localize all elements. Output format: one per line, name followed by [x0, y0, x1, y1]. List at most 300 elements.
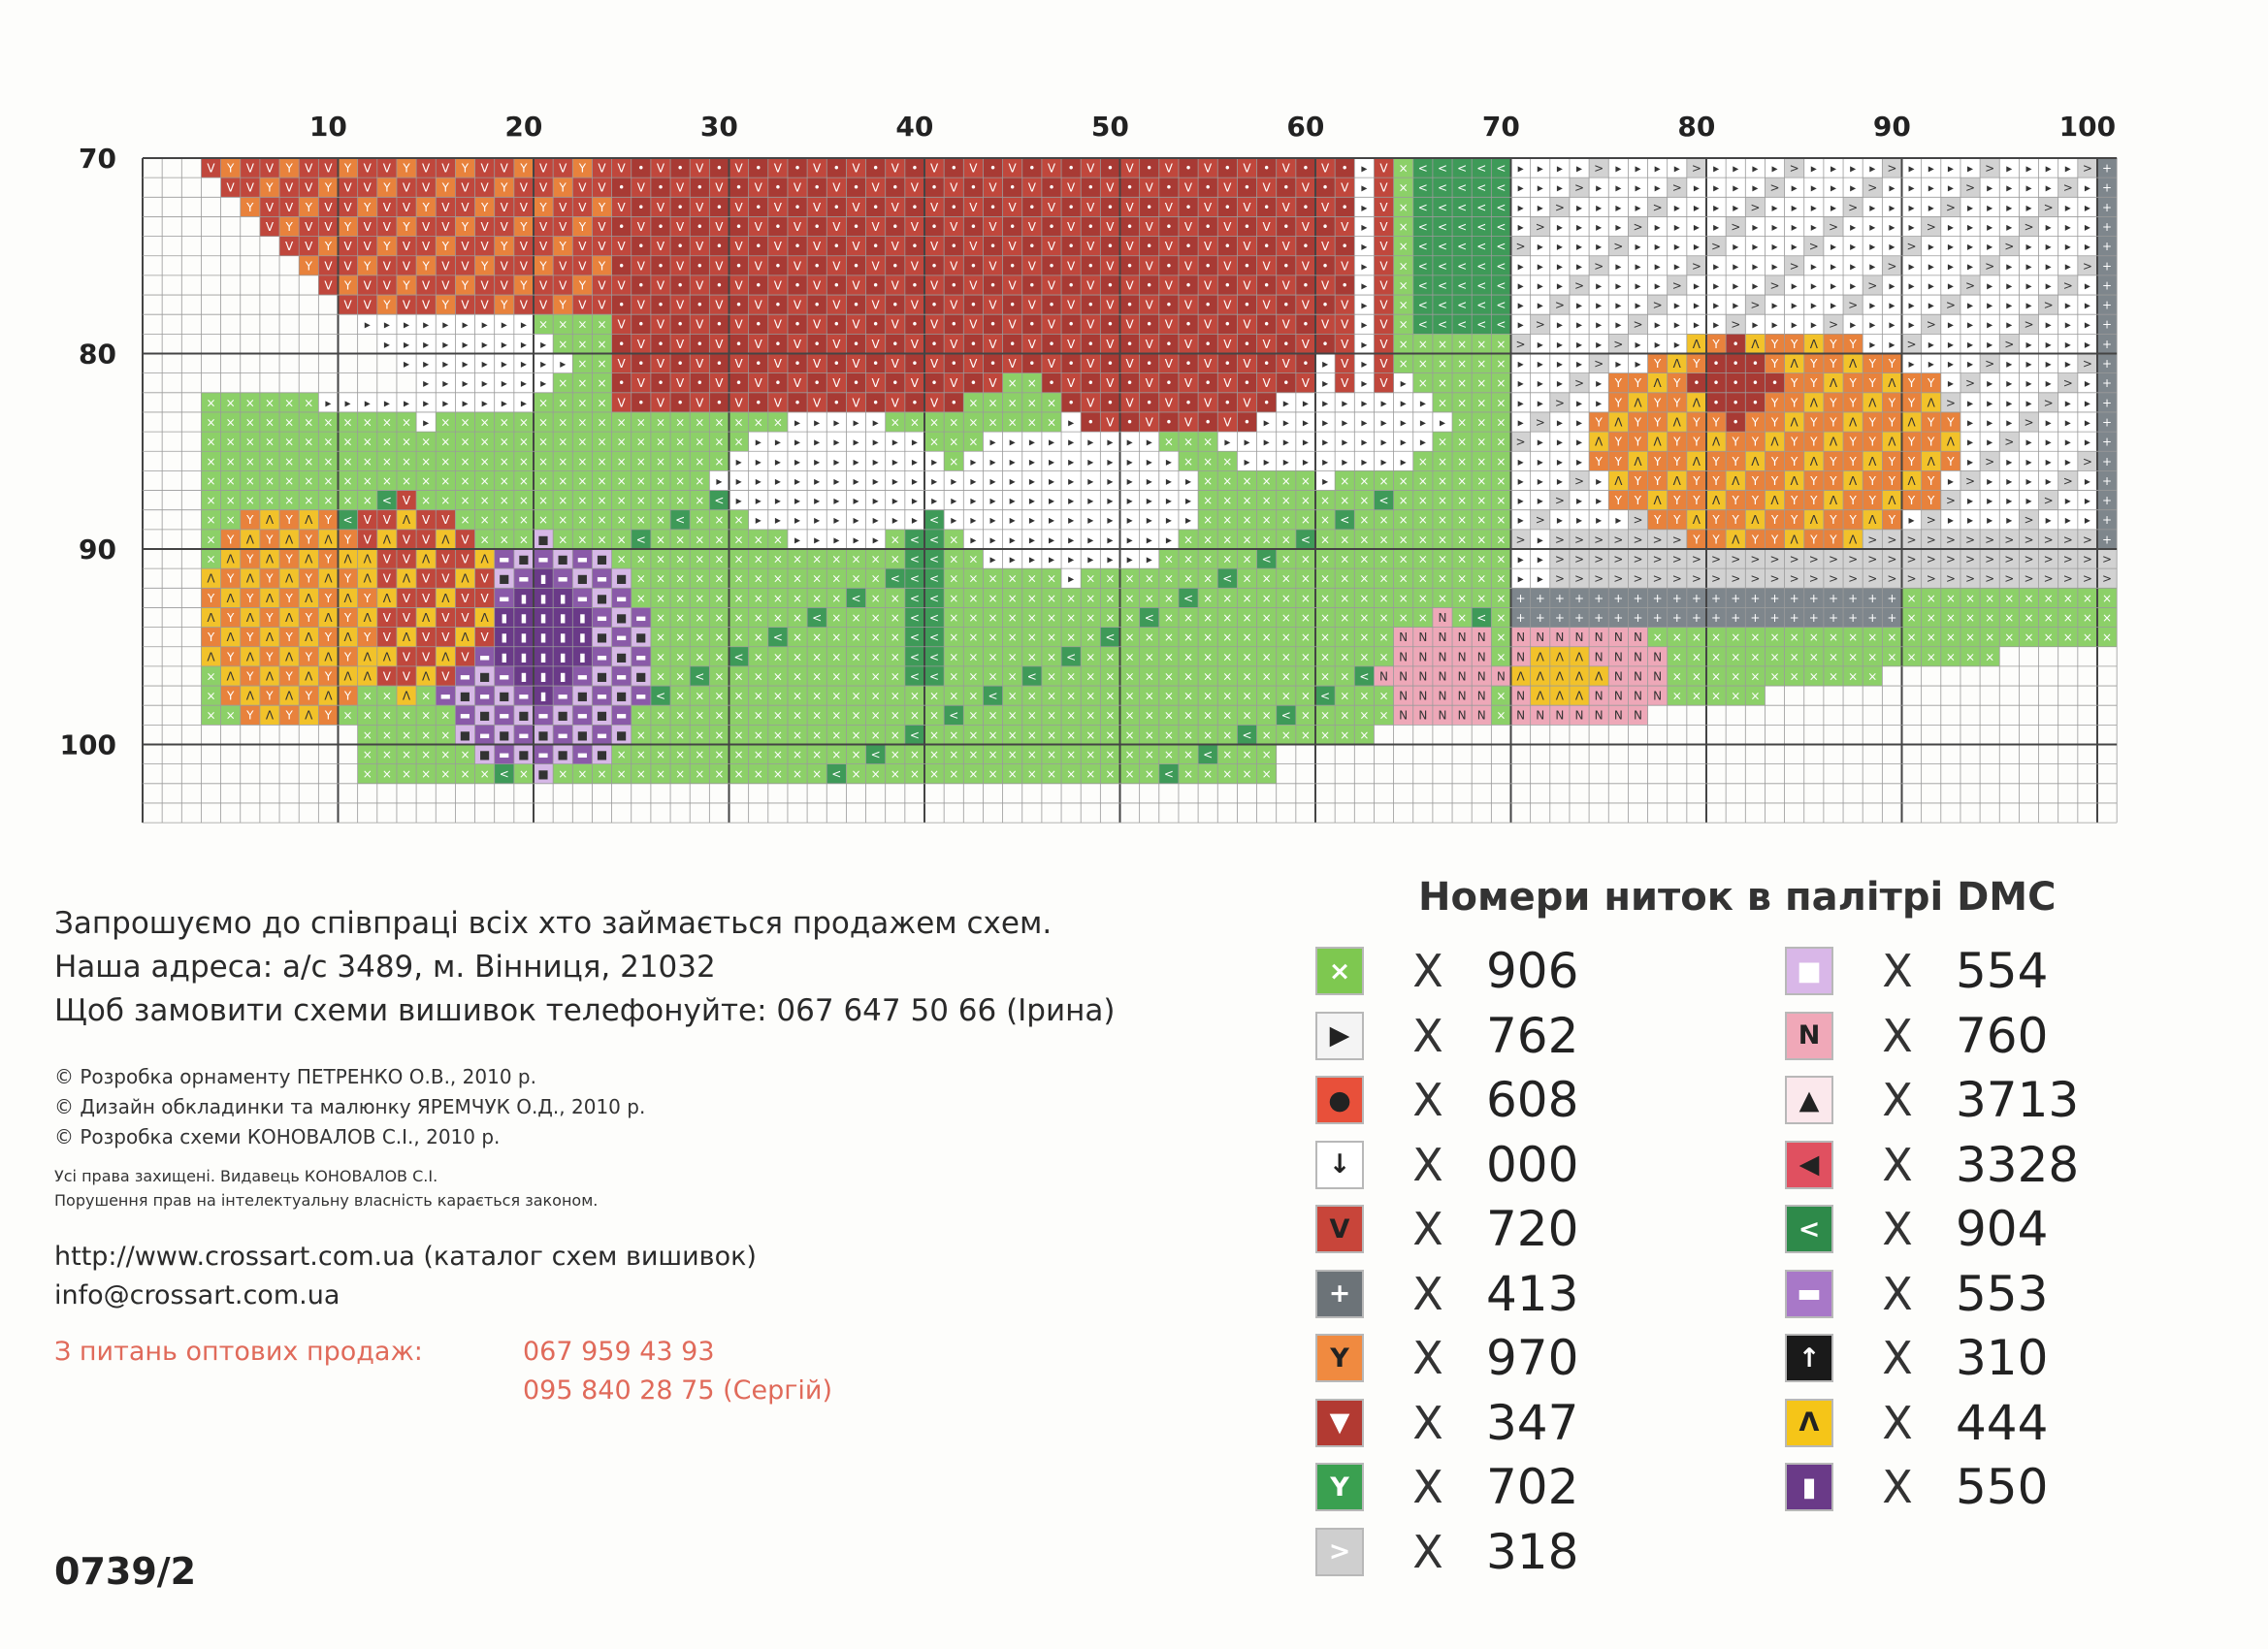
stitch-symbol: • [637, 162, 644, 176]
stitch-symbol: ▸ [1948, 240, 1954, 253]
stitch-symbol: × [1262, 630, 1272, 644]
stitch-symbol: Y [1711, 533, 1720, 546]
stitch-symbol: × [1457, 592, 1467, 605]
stitch-symbol: × [695, 455, 704, 469]
stitch-symbol: ▸ [1029, 513, 1035, 527]
stitch-symbol: × [597, 357, 606, 371]
stitch-symbol: × [675, 455, 685, 469]
stitch-symbol: V [441, 669, 450, 683]
stitch-symbol: < [1438, 318, 1447, 332]
stitch-symbol: × [1125, 630, 1135, 644]
stitch-symbol: < [1457, 220, 1467, 234]
stitch-symbol: • [1068, 396, 1075, 409]
stitch-symbol: Y [1692, 494, 1701, 507]
stitch-symbol: V [852, 201, 860, 214]
stitch-symbol: Y [1927, 376, 1935, 390]
stitch-symbol: ▸ [1869, 162, 1875, 176]
stitch-symbol: • [1087, 220, 1094, 234]
stitch-symbol: > [1672, 278, 1682, 292]
stitch-symbol: N [1536, 630, 1544, 644]
stitch-symbol: < [1496, 220, 1506, 234]
stitch-symbol: • [735, 299, 742, 312]
stitch-symbol: V [715, 338, 724, 351]
stitch-symbol: ▸ [1674, 318, 1680, 332]
stitch-symbol: × [440, 436, 450, 449]
stitch-symbol: > [1750, 553, 1760, 566]
stitch-symbol: × [831, 630, 841, 644]
stitch-symbol: ▸ [1538, 181, 1543, 195]
stitch-symbol: < [1418, 278, 1428, 292]
stitch-symbol: × [558, 455, 567, 469]
stitch-symbol: × [1418, 376, 1428, 390]
stitch-symbol: ▸ [1694, 278, 1700, 292]
stitch-symbol: × [558, 474, 567, 488]
stitch-symbol: × [1164, 553, 1174, 566]
stitch-symbol: V [324, 278, 333, 292]
stitch-symbol: × [734, 415, 744, 429]
stitch-symbol: • [1048, 299, 1054, 312]
stitch-symbol: V [1263, 259, 1272, 273]
stitch-symbol: ▸ [1107, 494, 1113, 507]
stitch-symbol: × [1399, 220, 1409, 234]
stitch-symbol: × [754, 572, 763, 586]
stitch-symbol: V [481, 299, 490, 312]
stitch-symbol: V [1125, 201, 1134, 214]
stitch-symbol: Y [402, 162, 410, 176]
stitch-symbol: ▸ [2025, 278, 2031, 292]
stitch-symbol: × [421, 494, 431, 507]
stitch-symbol: ▸ [1147, 436, 1152, 449]
stitch-symbol: ▸ [1928, 299, 1934, 312]
stitch-symbol: ▸ [1713, 181, 1719, 195]
stitch-symbol: > [1965, 572, 1975, 586]
stitch-symbol: × [773, 415, 783, 429]
stitch-symbol: × [1399, 513, 1409, 527]
stitch-symbol: ▸ [1635, 259, 1640, 273]
stitch-symbol: < [773, 630, 783, 644]
stitch-symbol: ▸ [1792, 318, 1798, 332]
stitch-symbol: × [656, 513, 665, 527]
stitch-symbol: V [969, 318, 978, 332]
stitch-symbol: Y [1848, 494, 1857, 507]
stitch-symbol: ▸ [2025, 259, 2031, 273]
stitch-symbol: ▸ [1635, 338, 1640, 351]
stitch-symbol: × [1164, 630, 1174, 644]
stitch-symbol: Y [559, 240, 567, 253]
stitch-symbol: > [1790, 553, 1799, 566]
stitch-symbol: Λ [1791, 415, 1799, 429]
stitch-symbol: × [206, 415, 215, 429]
stitch-symbol: ▸ [2085, 494, 2090, 507]
stitch-symbol: ▸ [1283, 396, 1289, 409]
stitch-symbol: V [461, 650, 470, 663]
stitch-symbol: V [657, 201, 665, 214]
stitch-symbol: • [637, 318, 644, 332]
stitch-symbol: < [1496, 299, 1506, 312]
stitch-symbol: Y [1809, 436, 1818, 449]
stitch-symbol: V [383, 162, 392, 176]
stitch-symbol: ▸ [1694, 201, 1700, 214]
stitch-symbol: Y [1868, 376, 1877, 390]
stitch-symbol: × [949, 553, 958, 566]
stitch-symbol: ▸ [1107, 436, 1113, 449]
stitch-symbol: V [578, 181, 587, 195]
stitch-symbol: V [481, 592, 490, 605]
stitch-symbol: V [852, 318, 860, 332]
stitch-symbol: V [794, 299, 802, 312]
stitch-symbol: V [774, 162, 783, 176]
stitch-symbol: > [1887, 572, 1896, 586]
stitch-symbol: > [1731, 318, 1740, 332]
stitch-symbol: V [285, 181, 294, 195]
stitch-symbol: < [1145, 611, 1154, 625]
stitch-symbol: N [1477, 630, 1486, 644]
stitch-symbol: ■ [518, 553, 529, 566]
stitch-symbol: Λ [1634, 396, 1642, 409]
stitch-symbol: + [2102, 240, 2112, 253]
stitch-symbol: ▸ [1987, 513, 1993, 527]
stitch-symbol: • [814, 181, 821, 195]
stitch-symbol: × [1085, 630, 1095, 644]
stitch-symbol: V [1263, 181, 1272, 195]
stitch-symbol: × [206, 513, 215, 527]
stitch-symbol: × [734, 436, 744, 449]
stitch-symbol: • [1028, 278, 1035, 292]
stitch-symbol: × [675, 553, 685, 566]
stitch-symbol: ▸ [442, 318, 448, 332]
stitch-symbol: Y [1946, 455, 1955, 469]
stitch-symbol: V [1321, 318, 1330, 332]
stitch-symbol: × [695, 533, 704, 546]
stitch-symbol: V [1243, 357, 1251, 371]
stitch-symbol: • [1244, 220, 1250, 234]
stitch-symbol: ▸ [1987, 201, 1993, 214]
stitch-symbol: V [1321, 278, 1330, 292]
stitch-symbol: ▸ [2046, 278, 2052, 292]
stitch-symbol: ▸ [2065, 494, 2071, 507]
stitch-symbol: × [343, 455, 353, 469]
stitch-symbol: × [949, 592, 958, 605]
stitch-symbol: × [851, 630, 860, 644]
stitch-symbol: Λ [403, 513, 411, 527]
stitch-symbol: ▸ [1596, 338, 1602, 351]
stitch-symbol: × [1320, 533, 1330, 546]
stitch-symbol: Λ [1751, 338, 1760, 351]
stitch-symbol: ▸ [1948, 162, 1954, 176]
stitch-symbol: ▸ [1850, 240, 1856, 253]
stitch-symbol: ▸ [404, 357, 409, 371]
stitch-symbol: V [1223, 376, 1232, 390]
stitch-symbol: V [1204, 396, 1213, 409]
stitch-symbol: ▸ [1615, 513, 1621, 527]
stitch-symbol: × [1320, 553, 1330, 566]
stitch-symbol: ▸ [1869, 338, 1875, 351]
stitch-symbol: × [1008, 415, 1018, 429]
stitch-symbol: • [891, 259, 898, 273]
stitch-symbol: > [1829, 220, 1838, 234]
stitch-symbol: × [1359, 513, 1369, 527]
stitch-symbol: × [2024, 611, 2033, 625]
stitch-symbol: > [1848, 572, 1858, 586]
stitch-symbol: Λ [1888, 436, 1896, 449]
stitch-symbol: ■ [635, 669, 646, 683]
stitch-symbol: × [460, 513, 470, 527]
stitch-symbol: ▸ [1772, 220, 1778, 234]
stitch-symbol: > [1867, 533, 1877, 546]
stitch-symbol: × [538, 396, 548, 409]
stitch-symbol: > [1653, 299, 1663, 312]
stitch-symbol: V [930, 357, 939, 371]
stitch-symbol: • [774, 259, 781, 273]
stitch-symbol: ▸ [1928, 240, 1934, 253]
stitch-symbol: Y [1888, 396, 1896, 409]
stitch-symbol: V [891, 201, 900, 214]
stitch-symbol: > [2024, 513, 2033, 527]
stitch-symbol: Λ [1810, 513, 1819, 527]
stitch-symbol: × [1164, 592, 1174, 605]
stitch-symbol: ▸ [1049, 533, 1054, 546]
stitch-symbol: ▸ [462, 338, 468, 351]
stitch-symbol: V [1048, 278, 1056, 292]
stitch-symbol: • [637, 396, 644, 409]
stitch-symbol: ▸ [1967, 162, 1973, 176]
stitch-symbol: • [618, 376, 625, 390]
stitch-symbol: V [1067, 181, 1076, 195]
stitch-symbol: + [1731, 592, 1740, 605]
stitch-symbol: V [1086, 396, 1095, 409]
stitch-symbol: V [1379, 376, 1388, 390]
stitch-symbol: Y [519, 220, 528, 234]
stitch-symbol: • [618, 338, 625, 351]
stitch-symbol: V [618, 318, 627, 332]
stitch-symbol: ▸ [1772, 299, 1778, 312]
stitch-symbol: ▸ [1401, 415, 1407, 429]
stitch-symbol: Λ [1830, 494, 1838, 507]
stitch-symbol: Λ [207, 572, 215, 586]
stitch-symbol: • [735, 338, 742, 351]
stitch-symbol: ■ [597, 669, 607, 683]
stitch-symbol: × [1301, 494, 1311, 507]
stitch-symbol: ▸ [794, 513, 800, 527]
stitch-symbol: • [657, 220, 664, 234]
stitch-symbol: × [675, 650, 685, 663]
stitch-symbol: < [929, 513, 939, 527]
stitch-symbol: Y [1692, 436, 1701, 449]
stitch-symbol: × [1496, 415, 1506, 429]
stitch-symbol: V [1204, 162, 1213, 176]
stitch-symbol: V [1243, 162, 1251, 176]
stitch-symbol: Λ [1654, 436, 1663, 449]
stitch-symbol: V [343, 259, 352, 273]
stitch-symbol: > [1927, 220, 1936, 234]
stitch-symbol: ▸ [1889, 181, 1895, 195]
stitch-symbol: × [577, 396, 587, 409]
stitch-symbol: • [872, 240, 879, 253]
stitch-symbol: ▸ [1068, 455, 1074, 469]
stitch-symbol: × [1418, 592, 1428, 605]
stitch-symbol: Λ [1654, 494, 1663, 507]
stitch-symbol: × [304, 415, 313, 429]
stitch-symbol: V [1125, 318, 1134, 332]
stitch-symbol: × [1750, 650, 1760, 663]
stitch-symbol: ▸ [1772, 318, 1778, 332]
stitch-symbol: V [950, 376, 958, 390]
stitch-symbol: + [1790, 611, 1799, 625]
stitch-symbol: Y [1888, 415, 1896, 429]
stitch-symbol: × [363, 455, 373, 469]
stitch-symbol: ▸ [1733, 201, 1738, 214]
stitch-symbol: ▸ [404, 318, 409, 332]
stitch-symbol: ▸ [1166, 513, 1172, 527]
stitch-symbol: × [538, 513, 548, 527]
stitch-symbol: • [755, 201, 761, 214]
stitch-symbol: V [969, 162, 978, 176]
stitch-symbol: > [1985, 572, 1994, 586]
stitch-symbol: × [1457, 436, 1467, 449]
stitch-symbol: ▸ [1107, 474, 1113, 488]
stitch-symbol: ▸ [1772, 162, 1778, 176]
stitch-symbol: V [285, 201, 294, 214]
stitch-symbol: • [853, 299, 859, 312]
stitch-symbol: × [1164, 650, 1174, 663]
stitch-symbol: < [910, 572, 920, 586]
stitch-symbol: ▸ [912, 474, 918, 488]
stitch-symbol: Y [382, 240, 391, 253]
stitch-symbol: V [403, 553, 411, 566]
stitch-symbol: N [1458, 630, 1467, 644]
stitch-symbol: × [1946, 650, 1956, 663]
stitch-symbol: < [343, 513, 353, 527]
stitch-symbol: ▸ [1381, 415, 1387, 429]
stitch-symbol: × [636, 474, 646, 488]
stitch-symbol: V [324, 259, 333, 273]
stitch-symbol: V [598, 278, 606, 292]
stitch-symbol: × [1262, 592, 1272, 605]
stitch-symbol: V [578, 201, 587, 214]
stitch-symbol: × [323, 494, 333, 507]
stitch-symbol: × [1418, 553, 1428, 566]
stitch-symbol: V [1223, 181, 1232, 195]
stitch-symbol: × [1672, 650, 1682, 663]
stitch-symbol: × [1222, 513, 1232, 527]
stitch-symbol: ▸ [1361, 396, 1367, 409]
stitch-symbol: ▸ [814, 436, 820, 449]
stitch-symbol: × [1047, 415, 1056, 429]
stitch-symbol: Y [382, 299, 391, 312]
stitch-symbol: ▸ [2025, 455, 2031, 469]
stitch-symbol: Λ [1732, 533, 1740, 546]
stitch-symbol: V [1165, 278, 1174, 292]
stitch-symbol: Λ [1868, 455, 1877, 469]
stitch-symbol: > [2024, 220, 2033, 234]
stitch-symbol: ▸ [2006, 474, 2012, 488]
stitch-symbol: ▸ [1596, 220, 1602, 234]
stitch-symbol: ▸ [1928, 181, 1934, 195]
stitch-symbol: × [265, 474, 275, 488]
stitch-symbol: • [833, 201, 840, 214]
stitch-symbol: Λ [1868, 513, 1877, 527]
stitch-symbol: × [538, 318, 548, 332]
stitch-symbol: • [716, 278, 723, 292]
stitch-symbol: V [1125, 396, 1134, 409]
stitch-symbol: V [734, 278, 743, 292]
stitch-symbol: • [872, 278, 879, 292]
stitch-symbol: V [1243, 396, 1251, 409]
stitch-symbol: > [2083, 259, 2092, 273]
stitch-symbol: × [577, 474, 587, 488]
stitch-symbol: + [1750, 611, 1760, 625]
stitch-symbol: • [716, 240, 723, 253]
stitch-symbol: × [831, 553, 841, 566]
stitch-symbol: + [1516, 592, 1526, 605]
stitch-symbol: V [305, 240, 313, 253]
stitch-symbol: V [324, 201, 333, 214]
stitch-symbol: × [1457, 553, 1467, 566]
stitch-symbol: × [656, 494, 665, 507]
stitch-symbol: V [598, 299, 606, 312]
stitch-symbol: V [1048, 162, 1056, 176]
stitch-symbol: × [1008, 396, 1018, 409]
stitch-symbol: ▸ [2065, 338, 2071, 351]
stitch-symbol: × [734, 513, 744, 527]
stitch-symbol: ▬ [577, 669, 588, 683]
stitch-symbol: ▸ [1635, 162, 1640, 176]
stitch-symbol: ▸ [2046, 455, 2052, 469]
stitch-symbol: ▸ [482, 338, 488, 351]
stitch-symbol: × [1496, 376, 1506, 390]
stitch-symbol: V [461, 533, 470, 546]
stitch-symbol: • [1263, 278, 1270, 292]
stitch-symbol: × [2004, 611, 2014, 625]
stitch-symbol: ▸ [1557, 318, 1563, 332]
stitch-symbol: V [988, 299, 997, 312]
stitch-symbol: • [755, 278, 761, 292]
stitch-symbol: × [851, 611, 860, 625]
stitch-symbol: × [1320, 611, 1330, 625]
stitch-symbol: ▸ [1518, 299, 1524, 312]
stitch-symbol: × [1145, 650, 1154, 663]
stitch-symbol: × [675, 592, 685, 605]
stitch-symbol: × [1105, 572, 1115, 586]
stitch-symbol: × [714, 630, 724, 644]
stitch-symbol: • [677, 162, 684, 176]
stitch-symbol: > [2044, 494, 2054, 507]
stitch-symbol: > [1927, 533, 1936, 546]
stitch-symbol: × [988, 572, 997, 586]
stitch-symbol: ▸ [423, 396, 429, 409]
stitch-symbol: N [1438, 611, 1446, 625]
stitch-symbol: × [1418, 338, 1428, 351]
stitch-symbol: V [657, 318, 665, 332]
stitch-symbol: • [951, 396, 957, 409]
stitch-symbol: × [1281, 611, 1291, 625]
stitch-symbol: × [558, 318, 567, 332]
stitch-symbol: ▸ [1538, 338, 1543, 351]
stitch-symbol: V [715, 376, 724, 390]
stitch-symbol: ▸ [990, 513, 996, 527]
stitch-symbol: Λ [343, 630, 352, 644]
stitch-symbol: V [813, 201, 822, 214]
stitch-symbol: < [1418, 162, 1428, 176]
stitch-symbol: > [2024, 572, 2033, 586]
stitch-symbol: V [696, 162, 704, 176]
stitch-symbol: ▸ [990, 533, 996, 546]
stitch-symbol: Y [1770, 338, 1779, 351]
stitch-symbol: V [422, 220, 431, 234]
stitch-symbol: > [1692, 553, 1701, 566]
stitch-symbol: × [1418, 455, 1428, 469]
stitch-symbol: > [1946, 572, 1956, 586]
